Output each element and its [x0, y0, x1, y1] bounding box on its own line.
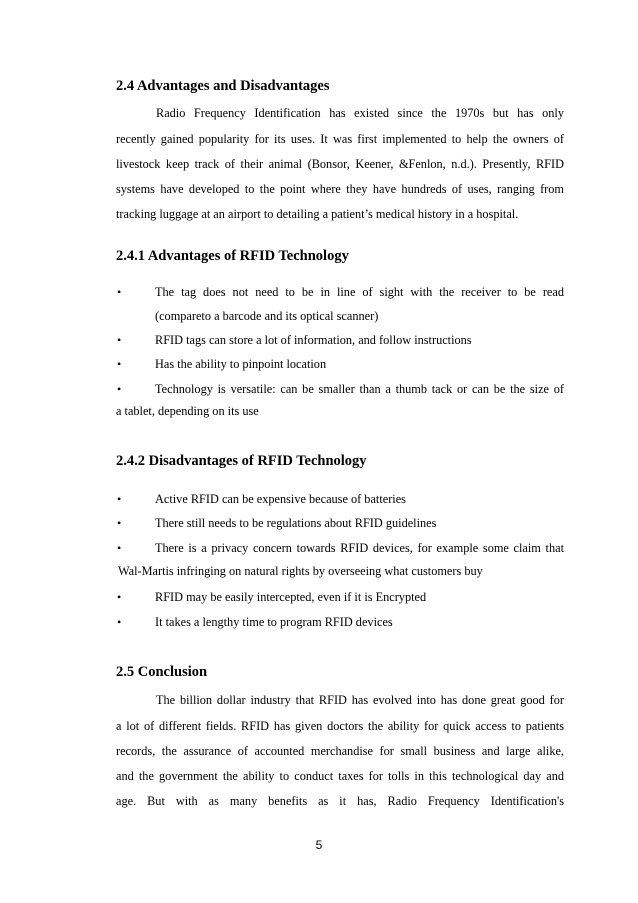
paragraph-line: and the government the ability to conduct taxes for tolls in this technological day and — [116, 769, 564, 783]
list-item-continuation: a tablet, depending on its use — [116, 404, 259, 418]
list-item: It takes a lengthy time to program RFID devices — [155, 615, 393, 629]
page-number: 5 — [315, 838, 323, 852]
list-item-continuation: (compareto a barcode and its optical scanner) — [155, 309, 379, 323]
list-item: Technology is versatile: can be smaller than a thumb tack or can be the size of — [155, 382, 564, 396]
heading-2-4-2: 2.4.2 Disadvantages of RFID Technology — [116, 453, 367, 469]
bullet-icon: • — [117, 615, 122, 629]
heading-2-5: 2.5 Conclusion — [116, 664, 208, 680]
list-item-continuation: Wal-Martis infringing on natural rights by overseeing what customers buy — [118, 564, 483, 578]
list-item: The tag does not need to be in line of sight with the receiver to be read — [155, 285, 564, 299]
paragraph-line: recently gained popularity for its uses. It was first implemented to help the owners of — [116, 132, 564, 146]
bullet-icon: • — [117, 333, 122, 347]
paragraph-line: records, the assurance of accounted merchandise for small business and large alike, — [116, 744, 564, 758]
bullet-icon: • — [117, 492, 122, 506]
list-item: There is a privacy concern towards RFID devices, for example some claim that — [155, 541, 564, 555]
paragraph-line: age. But with as many benefits as it has, Radio Frequency Identification's — [116, 794, 564, 808]
bullet-icon: • — [117, 357, 122, 371]
list-item: RFID tags can store a lot of information, and follow instructions — [155, 333, 472, 347]
heading-2-4-1: 2.4.1 Advantages of RFID Technology — [116, 248, 349, 264]
bullet-icon: • — [117, 285, 122, 299]
paragraph-line: The billion dollar industry that RFID has evolved into has done great good for — [156, 693, 564, 707]
paragraph-line: systems have developed to the point where they have hundreds of uses, ranging from — [116, 182, 564, 196]
list-item: Has the ability to pinpoint location — [155, 357, 327, 371]
bullet-icon: • — [117, 382, 122, 396]
paragraph-line: tracking luggage at an airport to detailing a patient’s medical history in a hospital. — [116, 207, 519, 221]
paragraph-line: livestock keep track of their animal (Bonsor, Keener, &Fenlon, n.d.). Presently, RFID — [116, 157, 564, 171]
list-item: Active RFID can be expensive because of batteries — [155, 492, 406, 506]
list-item: There still needs to be regulations about RFID guidelines — [155, 516, 437, 530]
paragraph-line: a lot of different fields. RFID has given doctors the ability for quick access to patients — [116, 719, 564, 733]
bullet-icon: • — [117, 541, 122, 555]
heading-2-4: 2.4 Advantages and Disadvantages — [116, 78, 330, 94]
bullet-icon: • — [117, 590, 122, 604]
paragraph-line: Radio Frequency Identification has existed since the 1970s but has only — [156, 106, 564, 120]
bullet-icon: • — [117, 516, 122, 530]
list-item: RFID may be easily intercepted, even if it is Encrypted — [155, 590, 427, 604]
